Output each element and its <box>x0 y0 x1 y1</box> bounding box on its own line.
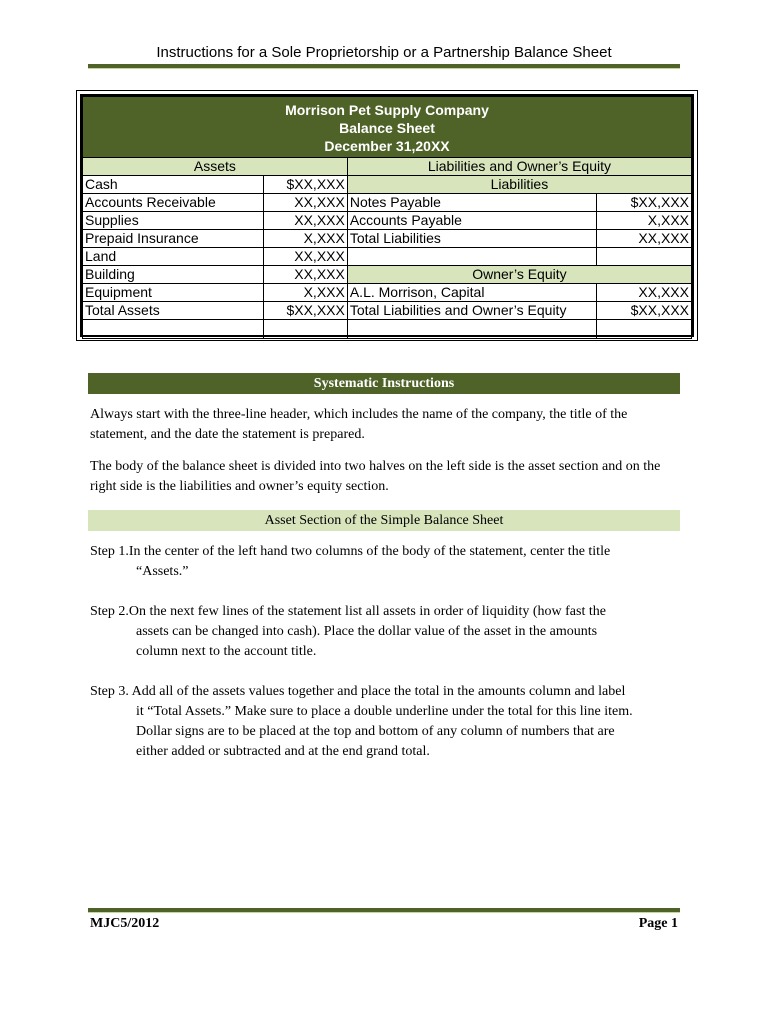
asset-label: Land <box>83 248 264 266</box>
step-1 <box>90 542 682 582</box>
asset-label: Building <box>83 266 264 284</box>
footer-code: MJC5/2012 <box>90 916 160 931</box>
page-number: Page 1 <box>638 916 678 931</box>
balance-sheet-header <box>83 97 692 158</box>
table-row <box>83 284 692 302</box>
asset-section-heading: Asset Section of the Simple Balance Sheet <box>88 510 680 531</box>
table-row <box>83 320 692 339</box>
step-continuation: “Assets.” <box>136 564 189 579</box>
page-header-title: Instructions for a Sole Proprietorship or a Partnership Balance Sheet <box>156 44 612 61</box>
step-first-line: Step 3. Add all of the assets values together and place the total in the amounts column and label <box>90 684 626 699</box>
asset-label: Supplies <box>83 212 264 230</box>
capital-amount: XX,XXX <box>596 284 691 302</box>
step-2 <box>90 602 682 662</box>
liability-amount: XX,XXX <box>596 230 691 248</box>
asset-label: Cash <box>83 176 264 194</box>
asset-label: Prepaid Insurance <box>83 230 264 248</box>
liab-equity-heading: Liabilities and Owner’s Equity <box>347 158 691 176</box>
asset-amount: XX,XXX <box>263 212 347 230</box>
paragraph-header-intro: Always start with the three-line header, which includes the name of the company, the title of the statement, and the date the statement is prepared. <box>90 407 628 442</box>
total-liab-equity-amount: $XX,XXX <box>596 302 691 320</box>
table-row <box>83 266 692 284</box>
table-row <box>83 212 692 230</box>
step-3 <box>90 682 682 762</box>
empty-cell <box>347 248 596 266</box>
step-first-line: Step 2.On the next few lines of the statement list all assets in order of liquidity (how fast the <box>90 604 606 619</box>
empty-cell <box>347 320 596 339</box>
step-continuation: column next to the account title. <box>136 644 317 659</box>
table-row <box>83 176 692 194</box>
assets-heading: Assets <box>83 158 348 176</box>
statement-date: December 31,20XX <box>324 138 450 154</box>
asset-amount: X,XXX <box>263 284 347 302</box>
liability-label: Notes Payable <box>347 194 596 212</box>
step-continuation: either added or subtracted and at the end grand total. <box>136 744 430 759</box>
liability-label: Total Liabilities <box>347 230 596 248</box>
empty-cell <box>596 248 691 266</box>
liabilities-heading: Liabilities <box>347 176 691 194</box>
liability-amount: $XX,XXX <box>596 194 691 212</box>
asset-label: Equipment <box>83 284 264 302</box>
total-assets-label: Total Assets <box>83 302 264 320</box>
liability-label: Accounts Payable <box>347 212 596 230</box>
table-row <box>83 248 692 266</box>
liability-amount: X,XXX <box>596 212 691 230</box>
table-row <box>83 230 692 248</box>
asset-amount: X,XXX <box>263 230 347 248</box>
step-continuation: Dollar signs are to be placed at the top and bottom of any column of numbers that are <box>136 724 615 739</box>
capital-label: A.L. Morrison, Capital <box>347 284 596 302</box>
total-assets-amount: $XX,XXX <box>263 302 347 320</box>
footer-rule <box>88 908 680 913</box>
balance-sheet-frame <box>76 90 698 341</box>
balance-sheet-table <box>82 96 692 339</box>
table-row <box>83 194 692 212</box>
equity-heading: Owner’s Equity <box>347 266 691 284</box>
asset-amount: XX,XXX <box>263 194 347 212</box>
company-name: Morrison Pet Supply Company <box>285 102 489 118</box>
asset-amount: XX,XXX <box>263 266 347 284</box>
empty-cell <box>596 320 691 339</box>
systematic-instructions-heading: Systematic Instructions <box>88 373 680 394</box>
empty-cell <box>263 320 347 339</box>
empty-cell <box>83 320 264 339</box>
paragraph-body-intro: The body of the balance sheet is divided into two halves on the left side is the asset section and on the right side is the liabilities and owner’s equity section. <box>90 459 661 494</box>
asset-amount: $XX,XXX <box>263 176 347 194</box>
step-continuation: assets can be changed into cash). Place the dollar value of the asset in the amounts <box>136 624 598 639</box>
table-row <box>83 302 692 320</box>
asset-amount: XX,XXX <box>263 248 347 266</box>
statement-title: Balance Sheet <box>339 120 435 136</box>
asset-label: Accounts Receivable <box>83 194 264 212</box>
header-rule <box>88 64 680 69</box>
step-first-line: Step 1.In the center of the left hand two columns of the body of the statement, center the title <box>90 544 611 559</box>
total-liab-equity-label: Total Liabilities and Owner’s Equity <box>347 302 596 320</box>
step-continuation: it “Total Assets.” Make sure to place a double underline under the total for this line item. <box>136 704 633 719</box>
